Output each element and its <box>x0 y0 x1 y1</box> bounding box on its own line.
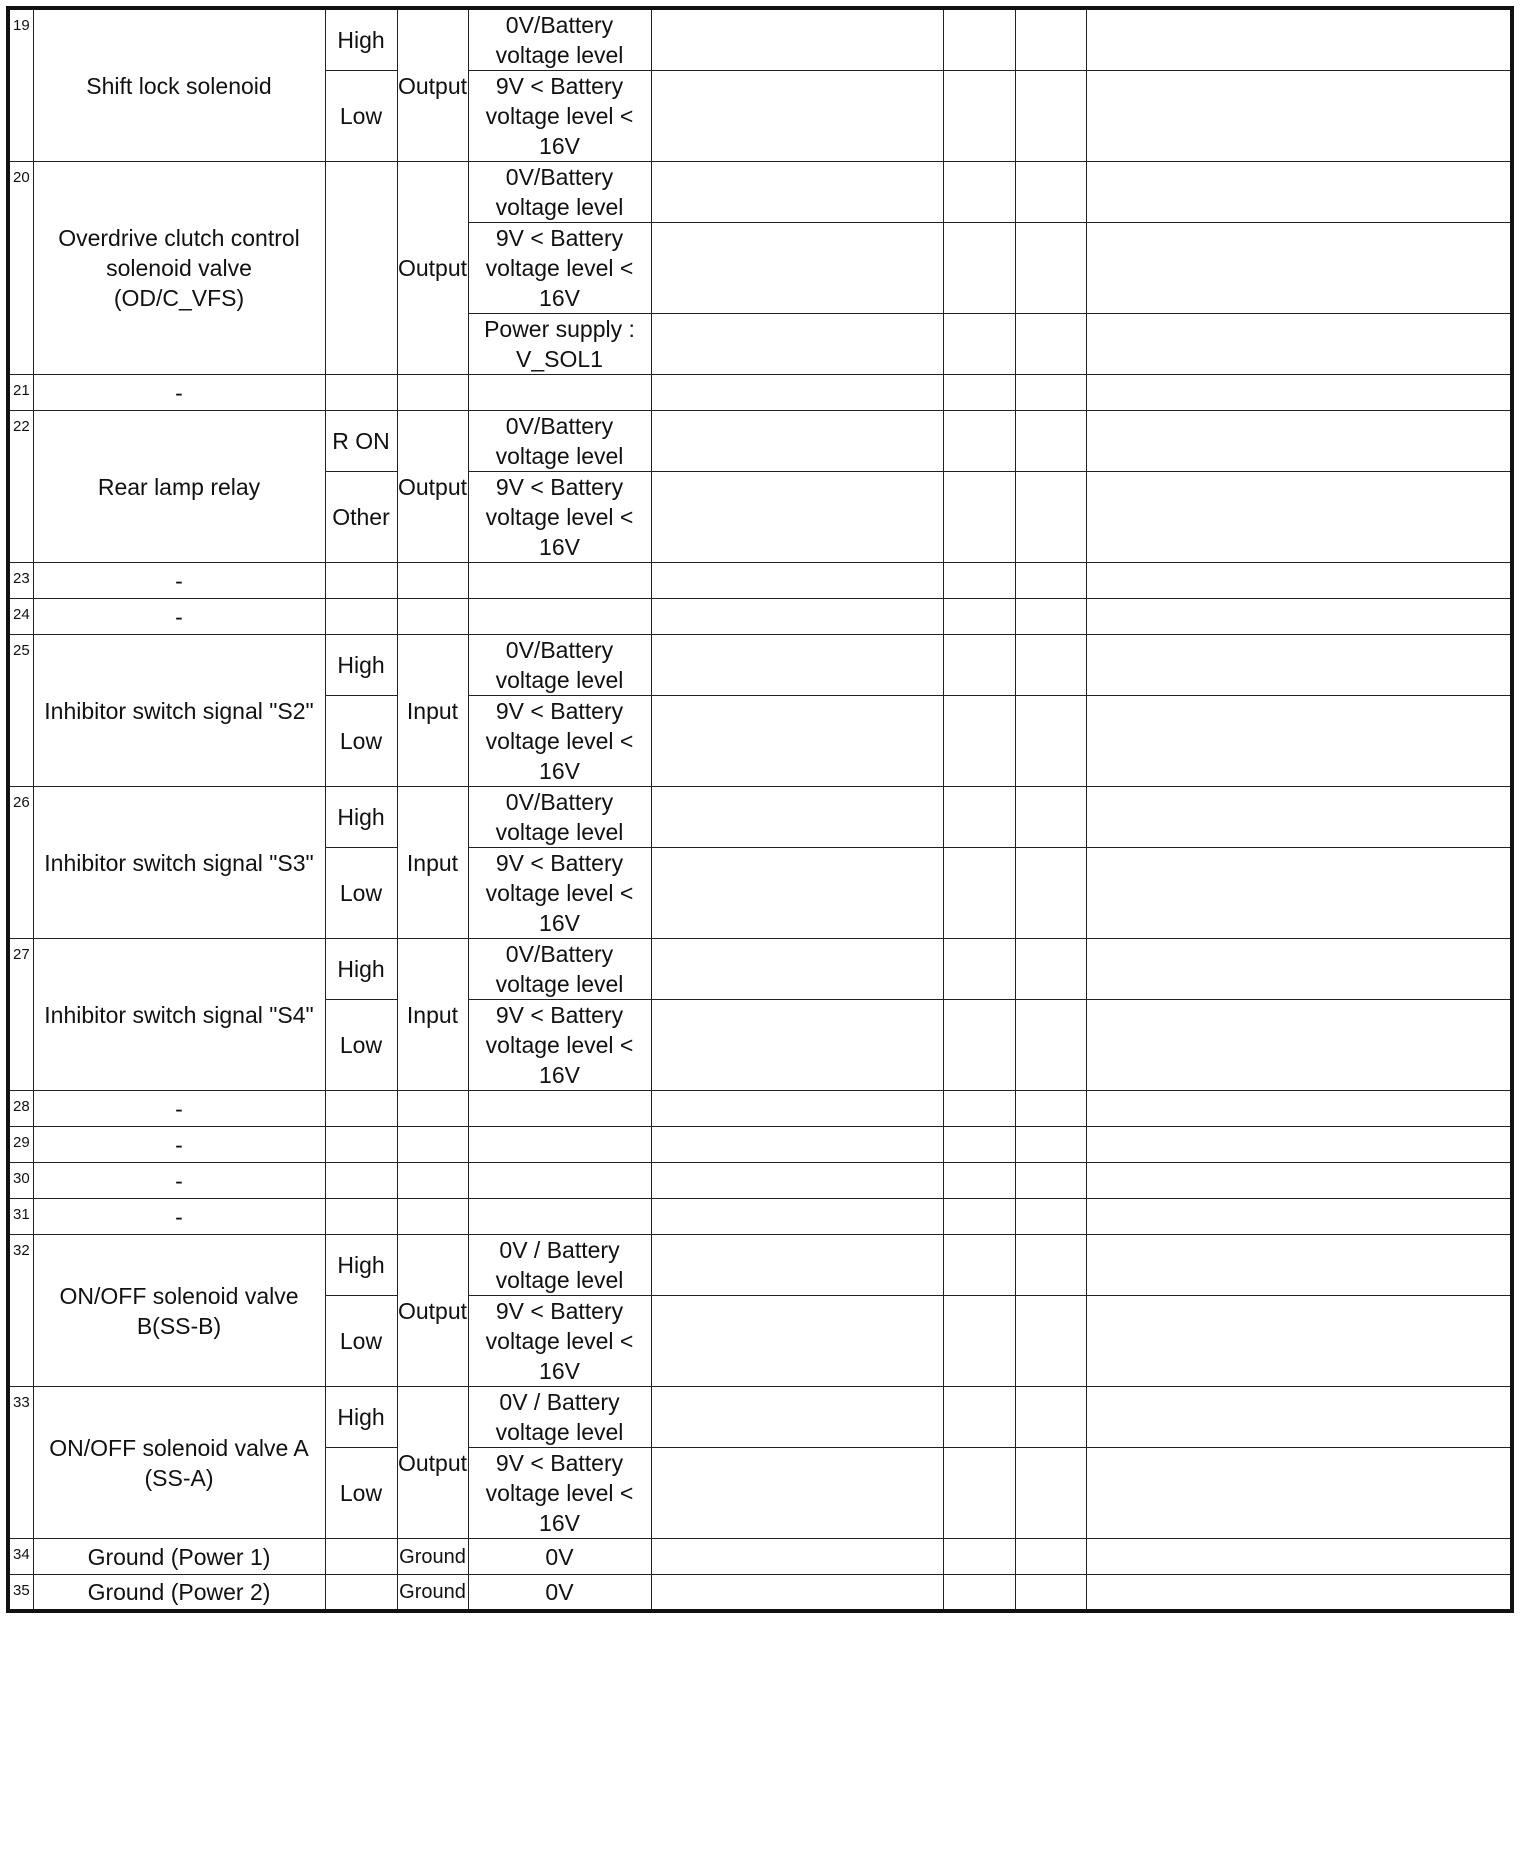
pin-number: 21 <box>8 375 33 411</box>
pin-number: 28 <box>8 1091 33 1127</box>
condition-cell: Low <box>325 848 397 939</box>
blank-cell <box>468 599 651 635</box>
blank-cell <box>325 563 397 599</box>
blank-cell <box>943 375 1015 411</box>
blank-cell <box>651 1127 943 1163</box>
io-type: Input <box>397 635 468 787</box>
voltage-value: 0V <box>468 1575 651 1611</box>
blank-cell <box>1015 1387 1086 1448</box>
blank-cell <box>468 1127 651 1163</box>
blank-cell <box>651 939 943 1000</box>
pin-number: 23 <box>8 563 33 599</box>
blank-cell <box>397 599 468 635</box>
pin-number: 30 <box>8 1163 33 1199</box>
blank-cell <box>1015 1163 1086 1199</box>
voltage-value: 0V/Battery voltage level <box>468 787 651 848</box>
blank-cell <box>1086 314 1512 375</box>
blank-cell <box>325 1163 397 1199</box>
blank-cell <box>943 472 1015 563</box>
blank-cell <box>1086 1127 1512 1163</box>
blank-cell <box>651 848 943 939</box>
table-row <box>8 563 1512 599</box>
pin-number: 32 <box>8 1235 33 1387</box>
blank-cell <box>651 1575 943 1611</box>
condition-cell: Low <box>325 1296 397 1387</box>
voltage-value: 0V/Battery voltage level <box>468 8 651 71</box>
blank-cell <box>468 1163 651 1199</box>
table-row <box>8 1575 1512 1611</box>
blank-cell <box>1086 162 1512 223</box>
table-row <box>8 1235 1512 1296</box>
pin-number: 31 <box>8 1199 33 1235</box>
table-row <box>8 635 1512 696</box>
blank-cell <box>943 787 1015 848</box>
pin-number: 22 <box>8 411 33 563</box>
blank-cell <box>1015 375 1086 411</box>
blank-cell <box>1086 1091 1512 1127</box>
blank-cell <box>943 1448 1015 1539</box>
blank-cell <box>651 1000 943 1091</box>
blank-cell <box>1086 472 1512 563</box>
blank-cell <box>943 563 1015 599</box>
table-row <box>8 411 1512 472</box>
blank-cell <box>1015 1296 1086 1387</box>
blank-cell <box>1086 375 1512 411</box>
blank-cell <box>943 162 1015 223</box>
blank-cell <box>1015 1091 1086 1127</box>
blank-cell <box>325 1127 397 1163</box>
blank-cell <box>651 223 943 314</box>
pin-number: 34 <box>8 1539 33 1575</box>
condition-cell <box>325 162 397 375</box>
table-row <box>8 1387 1512 1448</box>
blank-cell <box>943 848 1015 939</box>
condition-cell: R ON <box>325 411 397 472</box>
table-row <box>8 1539 1512 1575</box>
blank-cell <box>943 599 1015 635</box>
voltage-value: 0V / Battery voltage level <box>468 1235 651 1296</box>
blank-cell <box>1086 71 1512 162</box>
blank-cell <box>943 1000 1015 1091</box>
blank-cell <box>1015 472 1086 563</box>
pin-number: 19 <box>8 8 33 162</box>
blank-cell <box>651 563 943 599</box>
blank-cell <box>468 563 651 599</box>
blank-cell <box>943 71 1015 162</box>
blank-cell <box>943 1539 1015 1575</box>
pin-description: Ground (Power 1) <box>33 1539 325 1575</box>
blank-cell <box>651 635 943 696</box>
table-row <box>8 939 1512 1000</box>
voltage-value: Power supply : V_SOL1 <box>468 314 651 375</box>
blank-cell <box>651 162 943 223</box>
voltage-value: 0V/Battery voltage level <box>468 162 651 223</box>
blank-cell <box>943 1235 1015 1296</box>
blank-cell <box>943 635 1015 696</box>
blank-cell <box>397 375 468 411</box>
blank-cell <box>1015 635 1086 696</box>
blank-cell <box>1015 696 1086 787</box>
blank-cell <box>325 1575 397 1611</box>
blank-cell <box>1015 939 1086 1000</box>
condition-cell: High <box>325 1235 397 1296</box>
voltage-value: 9V < Battery voltage level < 16V <box>468 472 651 563</box>
blank-cell <box>651 1199 943 1235</box>
blank-cell <box>325 375 397 411</box>
blank-cell <box>1086 411 1512 472</box>
blank-cell <box>651 411 943 472</box>
blank-cell <box>1086 696 1512 787</box>
condition-cell: Low <box>325 696 397 787</box>
blank-cell <box>651 787 943 848</box>
pin-description: ON/OFF solenoid valve B(SS-B) <box>33 1235 325 1387</box>
blank-cell <box>1086 8 1512 71</box>
pin-description: - <box>33 1127 325 1163</box>
voltage-value: 9V < Battery voltage level < 16V <box>468 1296 651 1387</box>
table-row <box>8 1163 1512 1199</box>
pin-description: Ground (Power 2) <box>33 1575 325 1611</box>
blank-cell <box>651 599 943 635</box>
condition-cell: High <box>325 635 397 696</box>
blank-cell <box>1086 1163 1512 1199</box>
condition-cell: High <box>325 1387 397 1448</box>
pin-description: - <box>33 1199 325 1235</box>
blank-cell <box>1086 223 1512 314</box>
blank-cell <box>1015 848 1086 939</box>
blank-cell <box>397 1091 468 1127</box>
pin-number: 27 <box>8 939 33 1091</box>
blank-cell <box>397 1127 468 1163</box>
table-row <box>8 375 1512 411</box>
condition-cell: Low <box>325 71 397 162</box>
voltage-value: 0V/Battery voltage level <box>468 635 651 696</box>
blank-cell <box>1086 1539 1512 1575</box>
blank-cell <box>1086 1448 1512 1539</box>
blank-cell <box>468 1199 651 1235</box>
blank-cell <box>1086 1000 1512 1091</box>
blank-cell <box>651 1163 943 1199</box>
pin-description: - <box>33 563 325 599</box>
blank-cell <box>1086 1296 1512 1387</box>
blank-cell <box>943 1575 1015 1611</box>
pin-description: - <box>33 1091 325 1127</box>
table-row <box>8 1127 1512 1163</box>
blank-cell <box>651 1387 943 1448</box>
io-type: Output <box>397 162 468 375</box>
blank-cell <box>1015 223 1086 314</box>
blank-cell <box>1015 1199 1086 1235</box>
voltage-value: 9V < Battery voltage level < 16V <box>468 71 651 162</box>
blank-cell <box>1015 787 1086 848</box>
pin-description: Rear lamp relay <box>33 411 325 563</box>
pin-number: 25 <box>8 635 33 787</box>
blank-cell <box>943 696 1015 787</box>
blank-cell <box>1086 1575 1512 1611</box>
blank-cell <box>325 1091 397 1127</box>
blank-cell <box>943 1127 1015 1163</box>
blank-cell <box>1015 1000 1086 1091</box>
blank-cell <box>943 939 1015 1000</box>
blank-cell <box>1015 599 1086 635</box>
blank-cell <box>1015 563 1086 599</box>
blank-cell <box>397 1199 468 1235</box>
blank-cell <box>1015 1539 1086 1575</box>
blank-cell <box>1015 411 1086 472</box>
blank-cell <box>651 1091 943 1127</box>
table-row <box>8 162 1512 223</box>
blank-cell <box>468 375 651 411</box>
pin-number: 29 <box>8 1127 33 1163</box>
blank-cell <box>1086 599 1512 635</box>
blank-cell <box>1086 563 1512 599</box>
condition-cell: Other <box>325 472 397 563</box>
blank-cell <box>943 1091 1015 1127</box>
blank-cell <box>651 8 943 71</box>
blank-cell <box>943 8 1015 71</box>
blank-cell <box>1015 1575 1086 1611</box>
blank-cell <box>651 1539 943 1575</box>
blank-cell <box>397 1163 468 1199</box>
io-type: Ground <box>397 1539 468 1575</box>
condition-cell: High <box>325 787 397 848</box>
pin-description: Overdrive clutch control solenoid valve (OD/C_VFS) <box>33 162 325 375</box>
pin-number: 20 <box>8 162 33 375</box>
pin-description: Inhibitor switch signal "S4" <box>33 939 325 1091</box>
voltage-value: 0V/Battery voltage level <box>468 411 651 472</box>
table-row <box>8 1091 1512 1127</box>
io-type: Output <box>397 411 468 563</box>
blank-cell <box>651 472 943 563</box>
blank-cell <box>325 1199 397 1235</box>
voltage-value: 9V < Battery voltage level < 16V <box>468 223 651 314</box>
condition-cell: High <box>325 939 397 1000</box>
blank-cell <box>1086 1387 1512 1448</box>
blank-cell <box>943 1296 1015 1387</box>
blank-cell <box>943 314 1015 375</box>
voltage-value: 0V/Battery voltage level <box>468 939 651 1000</box>
blank-cell <box>651 314 943 375</box>
blank-cell <box>1086 1235 1512 1296</box>
blank-cell <box>1015 8 1086 71</box>
blank-cell <box>1086 1199 1512 1235</box>
condition-cell: Low <box>325 1000 397 1091</box>
table-row <box>8 599 1512 635</box>
io-type: Input <box>397 939 468 1091</box>
blank-cell <box>1015 162 1086 223</box>
pin-description: Shift lock solenoid <box>33 8 325 162</box>
voltage-value: 0V <box>468 1539 651 1575</box>
blank-cell <box>1086 635 1512 696</box>
blank-cell <box>1086 939 1512 1000</box>
voltage-value: 9V < Battery voltage level < 16V <box>468 1448 651 1539</box>
blank-cell <box>397 563 468 599</box>
blank-cell <box>325 1539 397 1575</box>
blank-cell <box>325 599 397 635</box>
pin-description: - <box>33 1163 325 1199</box>
blank-cell <box>651 1448 943 1539</box>
pin-description: ON/OFF solenoid valve A (SS-A) <box>33 1387 325 1539</box>
blank-cell <box>651 71 943 162</box>
blank-cell <box>1015 1127 1086 1163</box>
voltage-value: 9V < Battery voltage level < 16V <box>468 696 651 787</box>
blank-cell <box>1015 1448 1086 1539</box>
pin-number: 33 <box>8 1387 33 1539</box>
pin-description: - <box>33 375 325 411</box>
blank-cell <box>1015 1235 1086 1296</box>
table-row <box>8 1199 1512 1235</box>
blank-cell <box>651 1296 943 1387</box>
pin-number: 24 <box>8 599 33 635</box>
pin-table <box>6 6 1514 1613</box>
blank-cell <box>651 375 943 411</box>
blank-cell <box>943 1387 1015 1448</box>
blank-cell <box>651 696 943 787</box>
io-type: Output <box>397 1387 468 1539</box>
condition-cell: High <box>325 8 397 71</box>
blank-cell <box>468 1091 651 1127</box>
condition-cell: Low <box>325 1448 397 1539</box>
blank-cell <box>943 1163 1015 1199</box>
table-row <box>8 787 1512 848</box>
voltage-value: 9V < Battery voltage level < 16V <box>468 848 651 939</box>
pin-number: 26 <box>8 787 33 939</box>
table-row <box>8 8 1512 71</box>
pin-description: Inhibitor switch signal "S3" <box>33 787 325 939</box>
pin-number: 35 <box>8 1575 33 1611</box>
blank-cell <box>943 411 1015 472</box>
io-type: Input <box>397 787 468 939</box>
voltage-value: 0V / Battery voltage level <box>468 1387 651 1448</box>
io-type: Ground <box>397 1575 468 1611</box>
pin-description: - <box>33 599 325 635</box>
io-type: Output <box>397 8 468 162</box>
blank-cell <box>943 1199 1015 1235</box>
blank-cell <box>943 223 1015 314</box>
blank-cell <box>651 1235 943 1296</box>
voltage-value: 9V < Battery voltage level < 16V <box>468 1000 651 1091</box>
blank-cell <box>1015 314 1086 375</box>
blank-cell <box>1015 71 1086 162</box>
blank-cell <box>1086 787 1512 848</box>
io-type: Output <box>397 1235 468 1387</box>
pin-description: Inhibitor switch signal "S2" <box>33 635 325 787</box>
blank-cell <box>1086 848 1512 939</box>
